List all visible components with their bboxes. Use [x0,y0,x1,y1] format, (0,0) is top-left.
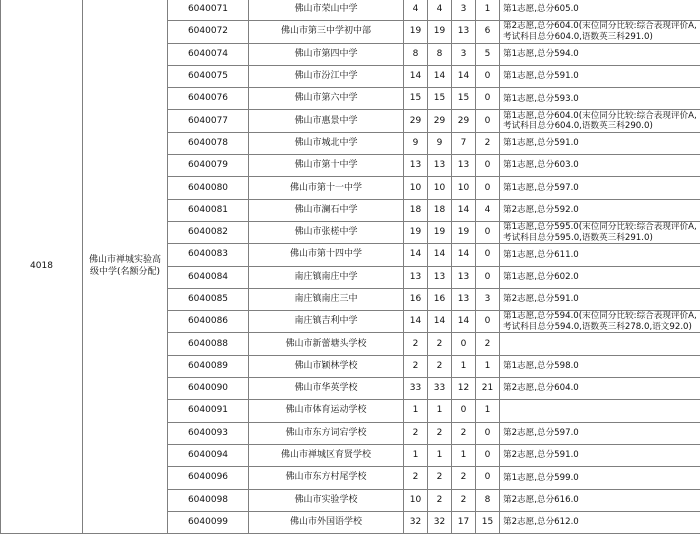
plan-cell: 2 [428,467,452,489]
cutoff-note-cell: 第2志愿,总分612.0 [500,511,700,533]
school-code-cell: 6040081 [168,199,249,221]
table-row [1,0,700,21]
remaining-cell: 1 [476,355,500,377]
school-code-cell: 6040072 [168,21,249,43]
remaining-cell: 0 [476,110,500,132]
admitted-cell: 14 [452,311,476,333]
cutoff-note-cell [500,400,700,422]
school-name-cell: 佛山市张槎中学 [249,221,404,243]
school-code-cell: 6040086 [168,311,249,333]
admitted-cell: 3 [452,43,476,65]
admitted-cell: 14 [452,244,476,266]
school-code-cell: 6040099 [168,511,249,533]
admitted-cell: 19 [452,221,476,243]
remaining-cell: 0 [476,444,500,466]
school-name-cell: 佛山市第十一中学 [249,177,404,199]
school-code-cell: 6040085 [168,288,249,310]
remaining-cell: 5 [476,43,500,65]
school-name-cell: 佛山市荣山中学 [249,0,404,21]
quota-cell: 14 [404,65,428,87]
quota-cell: 19 [404,21,428,43]
school-name-cell: 佛山市体育运动学校 [249,400,404,422]
cutoff-note-cell [500,333,700,355]
remaining-cell: 15 [476,511,500,533]
school-name-cell: 佛山市实验学校 [249,489,404,511]
admitted-cell: 14 [452,199,476,221]
remaining-cell: 0 [476,177,500,199]
school-code-cell: 6040083 [168,244,249,266]
school-name-cell: 佛山市惠景中学 [249,110,404,132]
remaining-cell: 0 [476,221,500,243]
cutoff-note-cell: 第2志愿,总分597.0 [500,422,700,444]
quota-cell: 16 [404,288,428,310]
remaining-cell: 0 [476,155,500,177]
quota-cell: 13 [404,155,428,177]
remaining-cell: 0 [476,467,500,489]
school-name-cell: 佛山市第十四中学 [249,244,404,266]
cutoff-note-cell: 第2志愿,总分591.0 [500,444,700,466]
plan-cell: 14 [428,244,452,266]
school-code-cell: 6040084 [168,266,249,288]
remaining-cell: 2 [476,132,500,154]
admitted-cell: 13 [452,21,476,43]
remaining-cell: 0 [476,65,500,87]
cutoff-note-cell: 第1志愿,总分602.0 [500,266,700,288]
school-name-cell: 南庄镇南庄中学 [249,266,404,288]
quota-cell: 14 [404,244,428,266]
remaining-cell: 4 [476,199,500,221]
admitted-cell: 7 [452,132,476,154]
quota-cell: 18 [404,199,428,221]
admitted-cell: 1 [452,444,476,466]
admitted-cell: 2 [452,467,476,489]
remaining-cell: 0 [476,266,500,288]
school-code-cell: 6040082 [168,221,249,243]
school-name-cell: 佛山市汾江中学 [249,65,404,87]
cutoff-note-cell: 第1志愿,总分595.0(末位同分比较:综合表现评价A,考试科目总分595.0,语数英三科291.0) [500,221,700,243]
cutoff-note-cell: 第1志愿,总分594.0 [500,43,700,65]
admission-table-body [1,0,700,534]
cutoff-note-cell: 第1志愿,总分597.0 [500,177,700,199]
cutoff-note-cell: 第1志愿,总分594.0(末位同分比较:综合表现评价A,考试科目总分594.0,语数英三科278.0,语文92.0) [500,311,700,333]
school-name-cell: 佛山市澜石中学 [249,199,404,221]
school-code-cell: 6040091 [168,400,249,422]
quota-cell: 19 [404,221,428,243]
cutoff-note-cell: 第2志愿,总分591.0 [500,288,700,310]
remaining-cell: 0 [476,311,500,333]
quota-cell: 2 [404,422,428,444]
plan-cell: 8 [428,43,452,65]
plan-cell: 33 [428,378,452,400]
quota-cell: 33 [404,378,428,400]
school-name-cell: 佛山市城北中学 [249,132,404,154]
admitted-cell: 0 [452,400,476,422]
cutoff-note-cell: 第1志愿,总分591.0 [500,65,700,87]
admitted-cell: 0 [452,333,476,355]
cutoff-note-cell: 第1志愿,总分604.0(末位同分比较:综合表现评价A,考试科目总分604.0,语数英三科290.0) [500,110,700,132]
admitted-cell: 1 [452,355,476,377]
remaining-cell: 6 [476,21,500,43]
quota-cell: 2 [404,333,428,355]
school-code-cell: 6040071 [168,0,249,21]
cutoff-note-cell: 第1志愿,总分593.0 [500,88,700,110]
school-code-cell: 6040079 [168,155,249,177]
plan-cell: 1 [428,400,452,422]
remaining-cell: 3 [476,288,500,310]
admitted-cell: 17 [452,511,476,533]
plan-cell: 13 [428,266,452,288]
school-name-cell: 佛山市第三中学初中部 [249,21,404,43]
batch-code-cell: 4018 [1,0,83,534]
cutoff-note-cell: 第2志愿,总分604.0 [500,378,700,400]
quota-cell: 10 [404,177,428,199]
school-code-cell: 6040090 [168,378,249,400]
school-name-cell: 佛山市新蕾塘头学校 [249,333,404,355]
plan-cell: 1 [428,444,452,466]
batch-name-cell: 佛山市禅城实验高级中学(名额分配) [83,0,168,534]
admitted-cell: 13 [452,155,476,177]
quota-cell: 13 [404,266,428,288]
quota-cell: 14 [404,311,428,333]
school-code-cell: 6040076 [168,88,249,110]
quota-cell: 1 [404,400,428,422]
school-name-cell: 佛山市外国语学校 [249,511,404,533]
school-name-cell: 南庄镇南庄三中 [249,288,404,310]
remaining-cell: 21 [476,378,500,400]
quota-cell: 29 [404,110,428,132]
school-name-cell: 佛山市第四中学 [249,43,404,65]
cutoff-note-cell: 第1志愿,总分611.0 [500,244,700,266]
cutoff-note-cell: 第2志愿,总分592.0 [500,199,700,221]
admitted-cell: 10 [452,177,476,199]
remaining-cell: 1 [476,0,500,21]
cutoff-note-cell: 第1志愿,总分598.0 [500,355,700,377]
plan-cell: 14 [428,311,452,333]
school-code-cell: 6040096 [168,467,249,489]
school-name-cell: 佛山市华英学校 [249,378,404,400]
plan-cell: 14 [428,65,452,87]
plan-cell: 9 [428,132,452,154]
cutoff-note-cell: 第1志愿,总分599.0 [500,467,700,489]
school-name-cell: 佛山市第十中学 [249,155,404,177]
school-code-cell: 6040078 [168,132,249,154]
remaining-cell: 1 [476,400,500,422]
school-code-cell: 6040075 [168,65,249,87]
plan-cell: 19 [428,21,452,43]
school-code-cell: 6040093 [168,422,249,444]
plan-cell: 19 [428,221,452,243]
school-code-cell: 6040089 [168,355,249,377]
cutoff-note-cell: 第2志愿,总分616.0 [500,489,700,511]
school-name-cell: 佛山市第六中学 [249,88,404,110]
quota-cell: 2 [404,355,428,377]
remaining-cell: 2 [476,333,500,355]
plan-cell: 2 [428,489,452,511]
quota-cell: 9 [404,132,428,154]
school-name-cell: 佛山市东方村尾学校 [249,467,404,489]
cutoff-note-cell: 第2志愿,总分604.0(末位同分比较:综合表现评价A,考试科目总分604.0,语数英三科291.0) [500,21,700,43]
admitted-cell: 13 [452,288,476,310]
cutoff-note-cell: 第1志愿,总分591.0 [500,132,700,154]
admitted-cell: 12 [452,378,476,400]
cutoff-note-cell: 第1志愿,总分605.0 [500,0,700,21]
school-name-cell: 佛山市禅城区育贤学校 [249,444,404,466]
admitted-cell: 29 [452,110,476,132]
school-code-cell: 6040098 [168,489,249,511]
school-code-cell: 6040074 [168,43,249,65]
plan-cell: 16 [428,288,452,310]
quota-cell: 10 [404,489,428,511]
plan-cell: 10 [428,177,452,199]
admitted-cell: 2 [452,489,476,511]
quota-cell: 8 [404,43,428,65]
school-name-cell: 南庄镇吉利中学 [249,311,404,333]
plan-cell: 15 [428,88,452,110]
quota-cell: 32 [404,511,428,533]
remaining-cell: 0 [476,244,500,266]
plan-cell: 18 [428,199,452,221]
plan-cell: 29 [428,110,452,132]
school-code-cell: 6040088 [168,333,249,355]
admitted-cell: 15 [452,88,476,110]
quota-cell: 4 [404,0,428,21]
admitted-cell: 3 [452,0,476,21]
quota-cell: 2 [404,467,428,489]
plan-cell: 2 [428,422,452,444]
school-code-cell: 6040094 [168,444,249,466]
plan-cell: 32 [428,511,452,533]
remaining-cell: 0 [476,422,500,444]
quota-cell: 15 [404,88,428,110]
quota-cell: 1 [404,444,428,466]
school-name-cell: 佛山市东方词宕学校 [249,422,404,444]
cutoff-note-cell: 第1志愿,总分603.0 [500,155,700,177]
admitted-cell: 14 [452,65,476,87]
plan-cell: 2 [428,333,452,355]
remaining-cell: 0 [476,88,500,110]
remaining-cell: 8 [476,489,500,511]
plan-cell: 2 [428,355,452,377]
school-name-cell: 佛山市颖林学校 [249,355,404,377]
school-code-cell: 6040077 [168,110,249,132]
school-code-cell: 6040080 [168,177,249,199]
admitted-cell: 13 [452,266,476,288]
plan-cell: 13 [428,155,452,177]
admitted-cell: 2 [452,422,476,444]
plan-cell: 4 [428,0,452,21]
